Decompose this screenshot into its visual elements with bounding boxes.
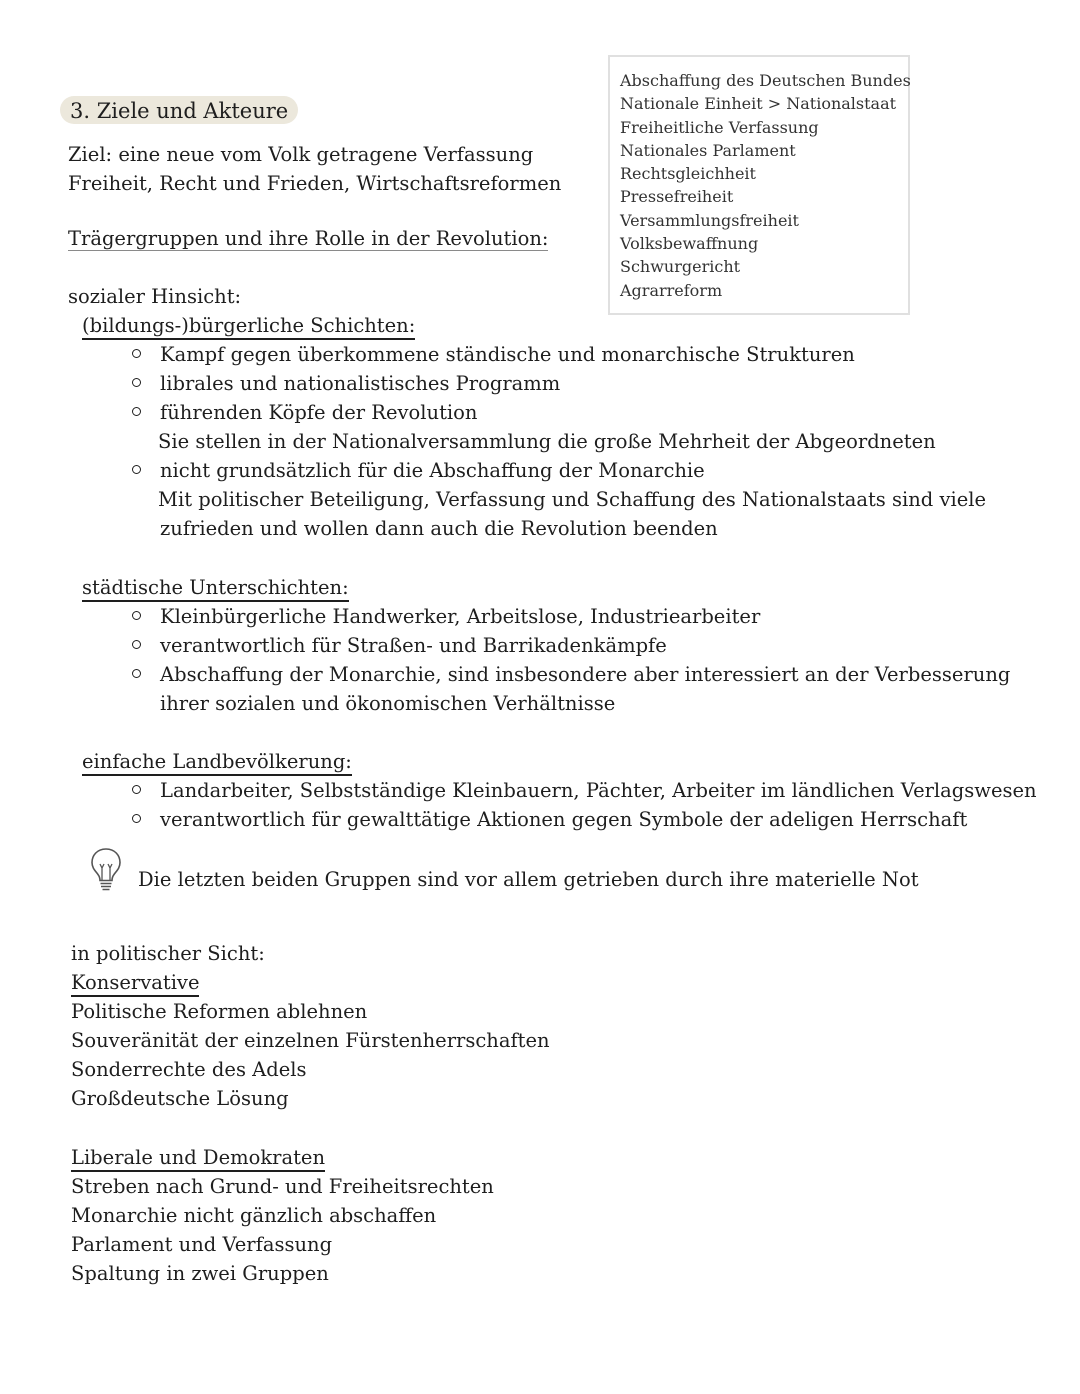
summary-item: Agrarreform xyxy=(620,280,723,300)
list-item-continuation: Sie stellen in der Nationalversammlung die große Mehrheit der Abgeordneten xyxy=(158,430,936,453)
note-text: Die letzten beiden Gruppen sind vor allem getrieben durch ihre materielle Not xyxy=(138,868,919,891)
bullet-icon xyxy=(132,640,141,649)
bullet-icon xyxy=(132,349,141,358)
list-item xyxy=(132,398,477,427)
political-label: in politischer Sicht: xyxy=(71,942,265,965)
list-item xyxy=(132,660,1010,689)
lightbulb-icon xyxy=(88,846,124,894)
bullet-icon xyxy=(132,785,141,794)
group-title-text: (bildungs-)bürgerliche Schichten: xyxy=(82,314,415,340)
text-line: Souveränität der einzelnen Fürstenherrschaften xyxy=(71,1029,550,1052)
summary-item: Schwurgericht xyxy=(620,257,741,277)
summary-item: Nationale Einheit > Nationalstaat xyxy=(620,94,897,114)
section-heading: 3. Ziele und Akteure xyxy=(60,96,298,124)
list-item-continuation: ihrer sozialen und ökonomischen Verhältnisse xyxy=(160,692,616,715)
summary-item: Volksbewaffnung xyxy=(620,234,759,254)
group-title-text: Konservative xyxy=(71,971,199,997)
list-item-text: nicht grundsätzlich für die Abschaffung der Monarchie xyxy=(160,459,705,482)
text-line: Großdeutsche Lösung xyxy=(71,1087,289,1110)
bullet-icon xyxy=(132,378,141,387)
group-title-land xyxy=(82,747,352,776)
list-item xyxy=(132,805,967,834)
bullet-icon xyxy=(132,407,141,416)
text-line: Spaltung in zwei Gruppen xyxy=(71,1262,329,1285)
summary-item: Abschaffung des Deutschen Bundes xyxy=(620,71,911,90)
goal-line: Freiheit, Recht und Frieden, Wirtschaftsreformen xyxy=(68,172,562,195)
summary-item: Freiheitliche Verfassung xyxy=(620,117,819,137)
summary-item: Versammlungsfreiheit xyxy=(620,210,799,230)
list-item-text: Landarbeiter, Selbstständige Kleinbauern, Pächter, Arbeiter im ländlichen Verlagswesen xyxy=(160,779,1037,802)
list-item xyxy=(132,602,760,631)
list-item-continuation: zufrieden und wollen dann auch die Revolution beenden xyxy=(160,517,718,540)
group-title-text: einfache Landbevölkerung: xyxy=(82,750,352,776)
list-item xyxy=(132,340,855,369)
list-item-text: Abschaffung der Monarchie, sind insbesondere aber interessiert an der Verbesserung xyxy=(160,663,1011,686)
list-item-continuation: Mit politischer Beteiligung, Verfassung und Schaffung des Nationalstaats sind viele xyxy=(158,488,987,511)
list-item xyxy=(132,456,705,485)
list-item-text: verantwortlich für Straßen- und Barrikadenkämpfe xyxy=(160,634,667,657)
group-title-text: städtische Unterschichten: xyxy=(82,576,349,602)
list-item-text: verantwortlich für gewalttätige Aktionen gegen Symbole der adeligen Herrschaft xyxy=(160,808,968,831)
bullet-icon xyxy=(132,465,141,474)
goals-summary-box xyxy=(608,55,910,315)
bullet-icon xyxy=(132,611,141,620)
groups-title-text: Trägergruppen und ihre Rolle in der Revolution: xyxy=(68,227,549,250)
goal-line: Ziel: eine neue vom Volk getragene Verfassung xyxy=(68,143,534,166)
text-line: Streben nach Grund- und Freiheitsrechten xyxy=(71,1175,494,1198)
list-item xyxy=(132,776,1037,805)
summary-item: Pressefreiheit xyxy=(620,187,734,207)
list-item xyxy=(132,369,560,398)
text-line: Monarchie nicht gänzlich abschaffen xyxy=(71,1204,437,1227)
text-line: Sonderrechte des Adels xyxy=(71,1058,307,1081)
bullet-icon xyxy=(132,814,141,823)
group-title-text: Liberale und Demokraten xyxy=(71,1146,325,1172)
list-item-text: führenden Köpfe der Revolution xyxy=(160,401,478,424)
bullet-icon xyxy=(132,669,141,678)
social-label: sozialer Hinsicht: xyxy=(68,285,242,308)
group-title-konservative xyxy=(71,968,199,997)
group-title-buerger xyxy=(82,311,415,340)
group-title-liberale xyxy=(71,1143,325,1172)
list-item-text: Kampf gegen überkommene ständische und monarchische Strukturen xyxy=(160,343,855,366)
text-line: Politische Reformen ablehnen xyxy=(71,1000,368,1023)
group-title-unter xyxy=(82,573,349,602)
text-line: Parlament und Verfassung xyxy=(71,1233,333,1256)
list-item-text: Kleinbürgerliche Handwerker, Arbeitslose, Industriearbeiter xyxy=(160,605,761,628)
groups-title xyxy=(68,224,548,253)
summary-item: Nationales Parlament xyxy=(620,140,796,160)
list-item xyxy=(132,631,667,660)
list-item-text: librales und nationalistisches Programm xyxy=(160,372,561,395)
summary-item: Rechtsgleichheit xyxy=(620,164,756,184)
